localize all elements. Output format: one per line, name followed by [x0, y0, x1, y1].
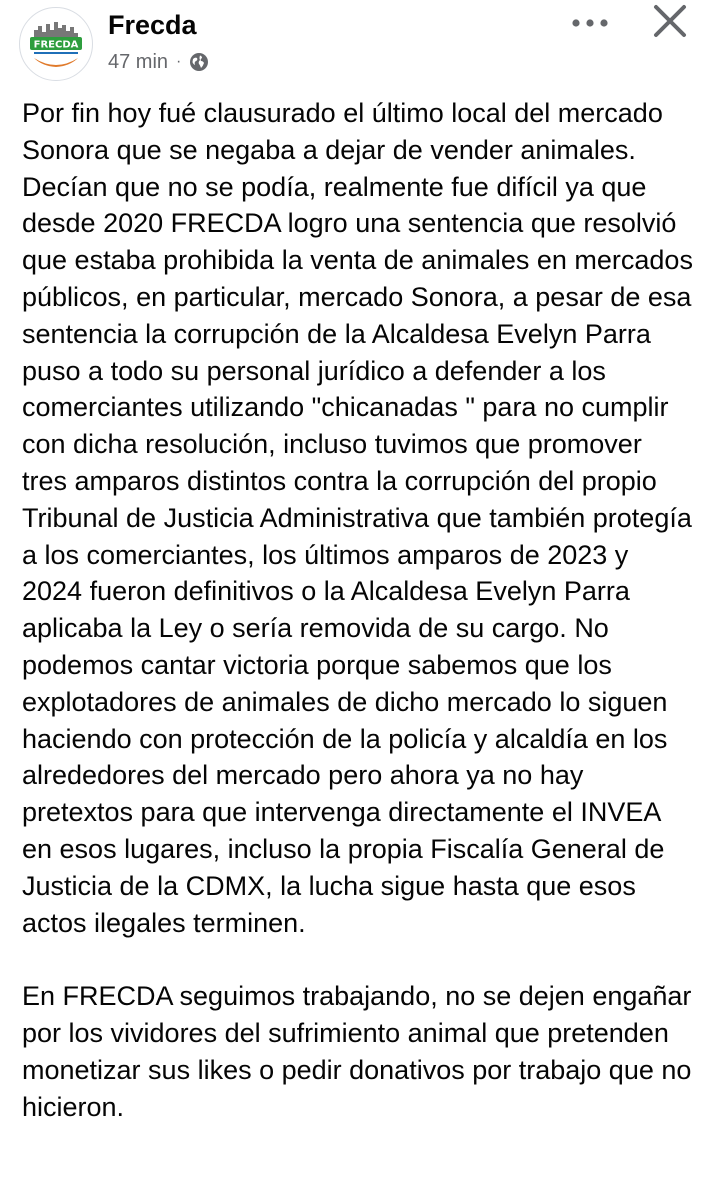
post-paragraph: Por fin hoy fué clausurado el último local del mercado Sonora que se negaba a dejar de vender animales. Decían que no se podía, realmente fue difícil ya que desde 2020 FRECDA logro una sentencia que resolvió que estaba prohibida la venta de animales en mercados públicos, en particular, mercado Sonora, a pesar de esa sentencia la corrupción de la Alcaldesa Evelyn Parra puso a todo su personal jurídico a defender a los comerciantes utilizando "chicanadas " para no cumplir con dicha resolución, incluso tuvimos que promover tres amparos distintos contra la corrupción del propio Tribunal de Justicia Administrativa que también protegía a los comerciantes, los últimos amparos de 2023 y 2024 fueron definitivos o la Alcaldesa Evelyn Parra aplicaba la Ley o sería removida de su cargo. No podemos cantar victoria porque sabemos que los explotadores de animales de dicho mercado lo siguen haciendo con protección de la policía y alcaldía en los alrededores del mercado pero ahora ya no hay pretextos para que intervenga directamente el INVEA en esos lugares, incluso la propia Fiscalía General de Justicia de la CDMX, la lucha sigue hasta que esos actos ilegales terminen.	[22, 98, 693, 938]
close-button[interactable]	[648, 3, 692, 43]
avatar-logo-text: FRECDA	[33, 39, 79, 51]
close-icon	[648, 3, 692, 43]
more-options-button[interactable]	[568, 10, 612, 40]
meta-separator: ·	[176, 53, 182, 70]
post-text	[22, 95, 694, 1125]
page-name[interactable]: Frecda	[108, 10, 197, 40]
post-meta	[108, 49, 209, 75]
post-header	[0, 0, 705, 90]
more-dots-icon	[568, 10, 612, 40]
post-paragraph: En FRECDA seguimos trabajando, no se dejen engañar por los vividores del sufrimiento animal que pretenden monetizar sus likes o pedir donativos por trabajo que no hicieron.	[22, 981, 692, 1122]
globe-icon	[189, 52, 209, 72]
post-timestamp[interactable]: 47 min	[108, 50, 169, 73]
avatar[interactable]	[19, 7, 93, 81]
